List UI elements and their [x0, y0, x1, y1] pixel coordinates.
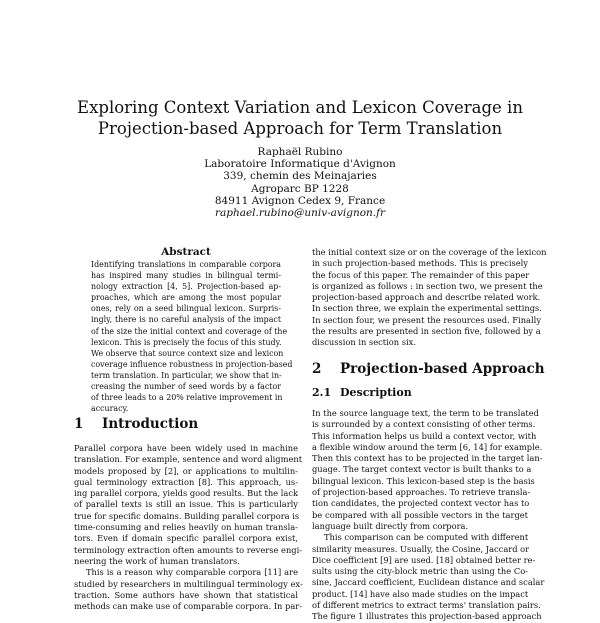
text-line: This information helps us build a context vector, with: [312, 430, 537, 441]
author-affiliation: Laboratoire Informatique d'Avignon: [204, 158, 396, 171]
text-line: tion candidates, the projected context vector has to: [312, 498, 530, 509]
text-line: Identifying translations in comparable corpora: [91, 260, 281, 269]
text-line: accuracy.: [91, 404, 129, 414]
section-number: 2: [312, 361, 322, 377]
text-line: neering the work of human translators.: [74, 555, 240, 566]
text-line: traction. Some authors have shown that statistical: [74, 589, 298, 600]
text-line: a flexible window around the term [6, 14] for example.: [312, 441, 543, 452]
text-line: ingly, there is no careful analysis of the impact: [91, 315, 281, 325]
text-line: terminology extraction often amounts to reverse engi-: [74, 544, 303, 555]
section-heading-introduction: [74, 416, 198, 432]
text-line: be compared with all possible vectors in the target: [312, 509, 528, 520]
text-line: proaches, which are among the most popular: [91, 293, 281, 303]
text-line: product. [14] have also made studies on the impact: [312, 588, 529, 599]
text-line: creasing the number of seed words by a factor: [91, 382, 281, 392]
text-line: discussion in section six.: [312, 337, 416, 348]
text-line: of different metrics to extract terms' translation pairs.: [312, 600, 541, 611]
text-line: the initial context size or on the coverage of the lexicon: [312, 247, 547, 257]
subsection-heading-description: [312, 386, 412, 399]
text-line: of parallel texts is still an issue. This is particularly: [74, 499, 298, 510]
text-line: methods can make use of comparable corpora. In par-: [74, 601, 303, 612]
text-line: coverage influence robustness in projection-based: [91, 359, 293, 369]
text-line: the focus of this paper. The remainder of this paper: [312, 269, 530, 280]
right-column-intro-continued: [312, 247, 547, 349]
subsection-title: Description: [340, 386, 412, 399]
description-body: [312, 408, 545, 623]
section-heading-projection: [312, 361, 545, 377]
text-line: of the size the initial context and coverage of the: [91, 326, 288, 336]
title-line: Projection-based Approach for Term Translation: [97, 119, 503, 138]
text-line: tors. Even if domain specific parallel corpora exist,: [74, 533, 298, 544]
text-line: has inspired many studies in bilingual termi-: [91, 271, 281, 281]
text-line: studied by researchers in multilingual terminology ex-: [74, 578, 303, 589]
text-line: models proposed by [2], or applications to multilin-: [74, 465, 298, 476]
text-line: is surrounded by a context consisting of other terms.: [312, 419, 536, 430]
text-line: ones, rely on a seed bilingual lexicon. Surpris-: [91, 304, 281, 314]
abstract-heading: Abstract: [161, 246, 211, 258]
text-line: Then this context has to be projected in the target lan-: [312, 453, 543, 464]
text-line: sults using the city-block metric than using the Co-: [312, 566, 528, 577]
author-name: Raphaël Rubino: [257, 146, 343, 158]
section-title: Introduction: [102, 416, 199, 432]
text-line: term translation. In particular, we show that in-: [91, 370, 282, 380]
text-line: The figure 1 illustrates this projection-based approach: [312, 611, 542, 622]
title-line: Exploring Context Variation and Lexicon Coverage in: [77, 98, 523, 117]
text-line: translation. For example, sentence and word aligment: [74, 454, 303, 465]
text-line: similarity measures. Usually, the Cosine, Jaccard or: [312, 543, 530, 554]
text-line: We observe that source context size and lexicon: [91, 348, 284, 358]
text-line: projection-based approach and describe related work.: [312, 292, 541, 303]
text-line: bilingual lexicon. This lexicon-based step is the basis: [312, 475, 535, 486]
author-block: [0, 146, 600, 219]
text-line: lexicon. This is precisely the focus of this study.: [91, 337, 282, 347]
text-line: the results are presented in section five, followed by a: [312, 326, 541, 337]
text-line: true for specific domains. Building parallel corpora is: [74, 510, 300, 521]
text-line: In section three, we explain the experimental settings.: [312, 303, 542, 314]
text-line: gual terminology extraction [8]. This approach, us-: [74, 476, 298, 487]
text-line: of projection-based approaches. To retrieve transla-: [312, 487, 531, 498]
paper-title: [0, 97, 600, 139]
section-number: 1: [74, 416, 84, 432]
text-line: nology extraction [4, 5]. Projection-based ap-: [91, 282, 281, 292]
author-address: 339, chemin des Meinajaries: [223, 170, 377, 183]
text-line: sine, Jaccard coefficient, Euclidean distance and scalar: [312, 577, 545, 588]
author-address: Agroparc BP 1228: [251, 182, 349, 195]
text-line: Dice coefficient [9] are used. [18] obtained better re-: [312, 554, 536, 565]
text-line: in such projection-based methods. This is precisely: [312, 258, 528, 269]
text-line: In section four, we present the resources used. Finally: [312, 314, 542, 325]
text-line: time-consuming and relies heavily on human transla-: [74, 522, 298, 533]
introduction-body: [74, 443, 303, 612]
text-line: is organized as follows : in section two, we present the: [312, 280, 543, 291]
section-title: Projection-based Approach: [340, 361, 545, 377]
author-address: 84911 Avignon Cedex 9, France: [214, 194, 386, 207]
text-line: language built directly from corpora.: [312, 520, 469, 531]
text-line: ing parallel corpora, yields good results. But the lack: [74, 488, 298, 499]
text-line: In the source language text, the term to be translated: [312, 408, 539, 418]
author-email: raphael.rubino@univ-avignon.fr: [214, 207, 386, 220]
text-line: This comparison can be computed with different: [324, 532, 529, 543]
subsection-number: 2.1: [312, 386, 332, 399]
text-line: guage. The target context vector is built thanks to a: [312, 464, 532, 475]
abstract-body: [91, 259, 293, 414]
text-line: of three leads to a 20% relative improvement in: [91, 393, 283, 403]
text-line: This is a reason why comparable corpora [11] are: [86, 567, 298, 578]
text-line: Parallel corpora have been widely used in machine: [74, 443, 298, 453]
